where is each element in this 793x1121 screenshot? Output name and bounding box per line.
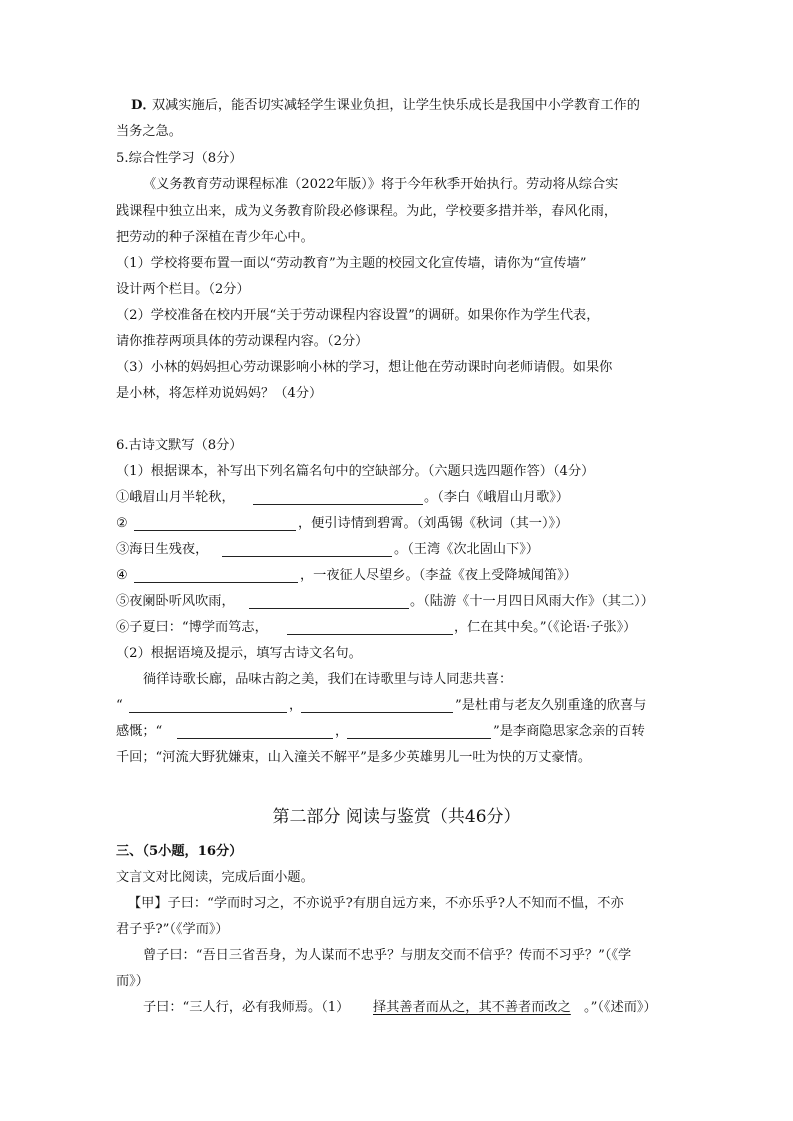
option-d-text: 双减实施后，能否切实减轻学生课业负担，让学生快乐成长是我国中小学教育工作的 xyxy=(152,98,640,113)
jia-line-1 xyxy=(0,893,793,915)
fill-item-text: ①峨眉山月半轮秋， xyxy=(116,490,235,505)
fill-item-2 xyxy=(0,513,793,535)
q5-intro-line-2 xyxy=(0,201,793,223)
fill-blank[interactable] xyxy=(347,724,491,739)
poem-para-line-1 xyxy=(0,669,793,691)
poem-para-text: ， xyxy=(289,698,303,713)
sec3-intro-text: 文言文对比阅读，完成后面小题。 xyxy=(116,870,314,885)
q6-heading: 6.古诗文默写（8分） xyxy=(116,438,243,453)
q5-intro-text: 把劳动的种子深植在青少年心中。 xyxy=(116,230,314,245)
fill-item-text: ⑤夜阑卧听风吹雨， xyxy=(116,594,235,609)
option-d-line xyxy=(0,95,793,117)
fill-blank[interactable] xyxy=(222,542,392,557)
fill-item-source: ，便引诗情到碧霄。（刘禹锡《秋词（其一）》） xyxy=(298,516,569,531)
option-d-text-cont: 当务之急。 xyxy=(116,124,182,139)
fill-blank[interactable] xyxy=(177,724,333,739)
jia-text: 【甲】子曰：“学而时习之，不亦说乎?有朋自远方来，不亦乐乎?人不知而不愠，不亦 xyxy=(128,896,624,911)
q5-sub3-line-1 xyxy=(0,357,793,379)
poem-para-line-4 xyxy=(0,747,793,769)
q5-sub1-line-1 xyxy=(0,253,793,275)
q5-sub3-line-2 xyxy=(0,383,793,405)
q5-sub2-line-1 xyxy=(0,305,793,327)
q5-intro-text: 《义务教育劳动课程标准（2022年版）》将于今年秋季开始执行。劳动将从综合实 xyxy=(143,177,619,192)
fill-item-text: ③海日生残夜， xyxy=(116,542,209,557)
fill-item-source: 。（王湾《次北固山下》） xyxy=(394,542,540,557)
sec3-intro-line xyxy=(0,867,793,889)
fill-blank[interactable] xyxy=(287,620,453,635)
q5-heading: 5.综合性学习（8分） xyxy=(116,151,243,166)
fill-item-1 xyxy=(0,487,793,509)
fill-item-text: ② xyxy=(116,516,128,531)
q5-sub2-text: 请你推荐两项具体的劳动课程内容。（2分） xyxy=(116,334,369,349)
zeng-text: 曾子曰：“吾日三省吾身，为人谋而不忠乎？与朋友交而不信乎？传而不习乎？”（《学 xyxy=(143,948,632,963)
fill-blank[interactable] xyxy=(129,698,287,713)
poem-para-line-2 xyxy=(0,695,793,717)
fill-item-text: ⑥子夏曰：“博学而笃志， xyxy=(116,620,268,635)
q5-intro-text: 践课程中独立出来，成为义务教育阶段必修课程。为此，学校要多措并举，春风化雨， xyxy=(116,204,618,219)
poem-para-text: 徜徉诗歌长廊，品味古韵之美，我们在诗歌里与诗人同悲共喜： xyxy=(143,672,513,687)
fill-blank[interactable] xyxy=(134,516,296,531)
san-text: 子曰：“三人行，必有我师焉。（1） xyxy=(143,1000,350,1015)
q5-sub2-line-2 xyxy=(0,331,793,353)
part2-title: 第二部分 阅读与鉴赏（共46分） xyxy=(272,807,521,827)
san-line xyxy=(0,997,793,1019)
fill-item-5 xyxy=(0,591,793,613)
q6-sub2-text: （2）根据语境及提示，填写古诗文名句。 xyxy=(116,646,362,661)
q5-sub1-text: 设计两个栏目。（2分） xyxy=(116,282,250,297)
poem-para-line-3 xyxy=(0,721,793,743)
poem-para-text: “ xyxy=(116,698,123,713)
san-source: 。”（《述而》） xyxy=(584,1000,657,1015)
q5-sub1-line-2 xyxy=(0,279,793,301)
option-d-line-2 xyxy=(0,121,793,143)
q5-sub3-text: 是小林，将怎样劝说妈妈？（4分） xyxy=(116,386,323,401)
q6-heading-line xyxy=(0,435,793,457)
san-underlined-text: 择其善者而从之，其不善者而改之 xyxy=(373,1000,571,1015)
q6-sub1-text: （1）根据课本，补写出下列名篇名句中的空缺部分。（六题只选四题作答）（4分） xyxy=(116,464,595,479)
jia-text: 君子乎?”（《学而》） xyxy=(116,922,229,937)
zeng-line-1 xyxy=(0,945,793,967)
fill-item-6 xyxy=(0,617,793,639)
jia-line-2 xyxy=(0,919,793,941)
sec3-heading-line xyxy=(0,841,793,863)
q6-sub1-line xyxy=(0,461,793,483)
option-d-letter: D． xyxy=(131,98,156,113)
fill-item-4 xyxy=(0,565,793,587)
fill-item-text: ④ xyxy=(116,568,128,583)
fill-item-source: ，一夜征人尽望乡。（李益《夜上受降城闻笛》） xyxy=(300,568,577,583)
poem-para-text: ”是杜甫与老友久别重逢的欣喜与 xyxy=(455,698,647,713)
fill-item-source: 。（陆游《十一月四日风雨大作》（其二）） xyxy=(410,594,654,609)
poem-para-text: 感慨；“ xyxy=(116,724,163,739)
fill-blank[interactable] xyxy=(301,698,453,713)
q5-intro-line-1 xyxy=(0,174,793,196)
poem-para-text: 千回；“河流大野犹嫌束，山入潼关不解平”是多少英雄男儿一吐为快的万丈豪情。 xyxy=(116,750,592,765)
q5-sub2-text: （2）学校准备在校内开展“关于劳动课程内容设置”的调研。如果你作为学生代表， xyxy=(116,308,600,323)
q5-sub1-text: （1）学校将要布置一面以“劳动教育”为主题的校园文化宣传墙，请你为“宣传墙” xyxy=(116,256,587,271)
fill-item-source: 。（李白《峨眉山月歌》） xyxy=(424,490,570,505)
fill-item-3 xyxy=(0,539,793,561)
zeng-line-2 xyxy=(0,971,793,993)
fill-blank[interactable] xyxy=(249,594,409,609)
q5-intro-line-3 xyxy=(0,227,793,249)
q5-heading-line xyxy=(0,148,793,170)
zeng-text: 而》） xyxy=(116,974,149,989)
fill-item-source: ，仁在其中矣。”（《论语·子张》） xyxy=(454,620,637,635)
poem-para-text: ”是李商隐思家念亲的百转 xyxy=(493,724,645,739)
fill-blank[interactable] xyxy=(134,568,298,583)
sec3-heading: 三、（5小题，16分） xyxy=(116,844,243,859)
q6-sub2-line xyxy=(0,643,793,665)
fill-blank[interactable] xyxy=(253,490,423,505)
q5-sub3-text: （3）小林的妈妈担心劳动课影响小林的学习，想让他在劳动课时向老师请假。如果你 xyxy=(116,360,613,375)
poem-para-text: ， xyxy=(335,724,349,739)
